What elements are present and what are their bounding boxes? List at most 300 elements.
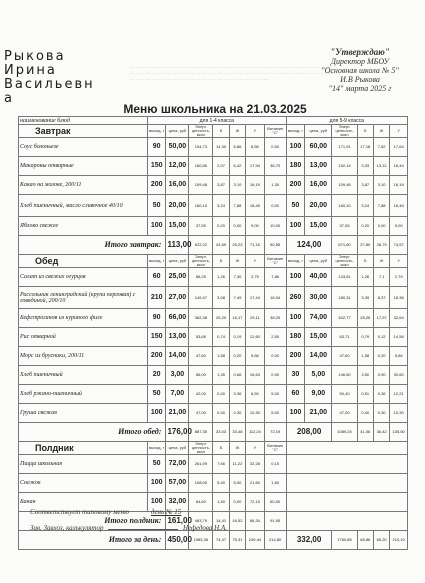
- nutrition-cell: 6,86: [229, 138, 245, 157]
- nutrition-cell: 17,94: [246, 157, 265, 176]
- dish-name: Яблоко свежее: [19, 217, 148, 236]
- grand-total-nutrition: 214,80: [264, 531, 286, 550]
- price-cell: 16,00: [166, 176, 189, 195]
- nutrition-cell: 5,40: [213, 474, 229, 493]
- nutrition-cell: 1,58: [357, 347, 373, 366]
- dish-name: Какао на молоке, 200/11: [19, 176, 148, 195]
- column-header: У: [390, 255, 408, 268]
- price-cell: 15,00: [305, 217, 332, 236]
- nutrition-cell: 18,44: [390, 157, 408, 176]
- portion-cell: 210: [147, 287, 166, 309]
- nutrition-cell: 0,20: [357, 217, 373, 236]
- nutrition-cell: 84,60: [189, 493, 213, 512]
- column-header: Ж: [373, 255, 389, 268]
- total-nutrition: 72,19: [264, 423, 286, 442]
- column-header: Энерг. ценность, ккал: [189, 255, 213, 268]
- column-header: выход, г: [286, 125, 305, 138]
- nutrition-cell: 0,19: [229, 328, 245, 347]
- nutrition-cell: 63,71: [332, 328, 357, 347]
- column-header: выход, г: [147, 255, 166, 268]
- portion-cell: 180: [286, 328, 305, 347]
- nutrition-cell: 37,55: [189, 217, 213, 236]
- price-cell: 15,00: [166, 217, 189, 236]
- portion-cell: 20: [147, 366, 166, 385]
- nutrition-cell: 7,86: [264, 268, 286, 287]
- nutrition-cell: 0,51: [357, 385, 373, 404]
- price-cell: 72,00: [166, 455, 189, 474]
- nutrition-cell: 0,00: [264, 366, 286, 385]
- column-header: Энерг. ценность, ккал: [189, 125, 213, 138]
- price-cell: 27,00: [166, 287, 189, 309]
- nutrition-cell: 0,00: [373, 217, 389, 236]
- footer-signer-role: Зав. Завхоз, калькулятор: [30, 524, 104, 532]
- nutrition-cell: 2,79: [390, 268, 408, 287]
- nutrition-cell: 3,10: [373, 176, 389, 195]
- table-row: [19, 385, 408, 404]
- column-header: цена, руб: [166, 125, 189, 138]
- portion-cell: 60: [286, 385, 305, 404]
- nutrition-cell: 7,88: [373, 195, 389, 217]
- column-header: Энерг. ценность, ккал: [332, 255, 357, 268]
- nutrition-cell: 3,87: [213, 176, 229, 195]
- total-nutrition: 33,48: [229, 423, 245, 442]
- nutrition-cell: 37,55: [332, 217, 357, 236]
- nutrition-cell: 109,48: [332, 176, 357, 195]
- column-header: Ж: [229, 255, 245, 268]
- price-cell: 40,00: [305, 268, 332, 287]
- total-nutrition: 50,55: [264, 236, 286, 255]
- nutrition-cell: 72,15: [246, 493, 265, 512]
- grand-total-price: 450,00: [166, 531, 189, 550]
- nutrition-cell: 13,12: [373, 157, 389, 176]
- portion-cell: 100: [286, 268, 305, 287]
- total-price: 113,00: [166, 236, 189, 255]
- total-label: Итого завтрак:: [19, 236, 166, 255]
- grand-total-nutrition: 74,47: [213, 531, 229, 550]
- signer-patronymic-end: а: [4, 91, 14, 106]
- total-nutrition: 1089,25: [332, 423, 357, 442]
- nutrition-cell: 2,50: [264, 328, 286, 347]
- approval-date: "14" марта 2025 г: [328, 84, 392, 93]
- price-cell: 5,00: [305, 366, 332, 385]
- nutrition-cell: 17,64: [390, 138, 408, 157]
- portion-cell: 60: [147, 268, 166, 287]
- nutrition-cell: 7,88: [229, 195, 245, 217]
- nutrition-cell: 7,62: [373, 138, 389, 157]
- nutrition-cell: 1,26: [213, 268, 229, 287]
- nutrition-cell: 1,58: [213, 347, 229, 366]
- nutrition-cell: 6,42: [229, 157, 245, 176]
- column-header: Б: [213, 125, 229, 138]
- column-header: У: [246, 125, 265, 138]
- nutrition-cell: 16,04: [264, 287, 286, 309]
- nutrition-cell: 0,00: [264, 195, 286, 217]
- dish-name: Соус болоньезе: [19, 138, 148, 157]
- total-nutrition: 887,35: [189, 423, 213, 442]
- footer-menu-compliance: [30, 508, 181, 516]
- dish-name: Рассольник ленинградский (крупа перловая) с говядиной, 200/10: [19, 287, 148, 309]
- price-cell: 20,00: [305, 195, 332, 217]
- portion-cell: 100: [286, 309, 305, 328]
- price-cell: 7,00: [166, 385, 189, 404]
- approval-name: И.В Рыкова: [340, 75, 380, 84]
- nutrition-cell: 47,60: [332, 347, 357, 366]
- column-header: цена, руб: [166, 442, 189, 455]
- empty-cell: [286, 512, 407, 531]
- nutrition-cell: 154,73: [189, 138, 213, 157]
- table-row: [19, 195, 408, 217]
- nutrition-cell: 192,14: [332, 157, 357, 176]
- column-header: выход, г: [286, 255, 305, 268]
- nutrition-cell: 47,60: [189, 347, 213, 366]
- nutrition-cell: 30,60: [390, 366, 408, 385]
- nutrition-cell: 0,74: [213, 328, 229, 347]
- total-nutrition: 71,16: [246, 236, 265, 255]
- price-cell: 13,00: [305, 157, 332, 176]
- portion-cell: 100: [286, 138, 305, 157]
- total-nutrition: 91,95: [264, 512, 286, 531]
- nutrition-cell: 108,00: [189, 474, 213, 493]
- portion-cell: 200: [147, 176, 166, 195]
- nutrition-cell: 38,29: [264, 309, 286, 328]
- signer-patronymic: Васильевн: [4, 77, 95, 92]
- nutrition-cell: 9,00: [390, 217, 408, 236]
- nutrition-cell: 29,11: [246, 309, 265, 328]
- table-row: [19, 455, 408, 474]
- nutrition-cell: 0,00: [264, 347, 286, 366]
- nutrition-cell: 10,30: [390, 404, 408, 423]
- nutrition-cell: 160,10: [332, 195, 357, 217]
- nutrition-cell: 0,40: [357, 404, 373, 423]
- price-cell: 66,00: [166, 309, 189, 328]
- nutrition-cell: 16,19: [390, 176, 408, 195]
- grade2-header: для 5-9 класса: [286, 117, 407, 125]
- price-cell: 60,00: [305, 138, 332, 157]
- nutrition-cell: 12,60: [246, 328, 265, 347]
- price-cell: 15,00: [305, 328, 332, 347]
- column-header: Ж: [373, 125, 389, 138]
- dish-name: Хлеб пшеничный, масло сливочное 40/10: [19, 195, 148, 217]
- dish-name: Рис отварной: [19, 328, 148, 347]
- total-nutrition: 74,57: [390, 236, 408, 255]
- portion-cell: 150: [147, 328, 166, 347]
- nutrition-cell: 3,87: [357, 176, 373, 195]
- nutrition-cell: 2,07: [213, 157, 229, 176]
- nutrition-cell: 3,10: [229, 176, 245, 195]
- section-header-row: [19, 125, 408, 138]
- column-header: Энерг. ценность, ккал: [189, 442, 213, 455]
- nutrition-cell: 0,40: [213, 385, 229, 404]
- nutrition-cell: 1,35: [213, 366, 229, 385]
- dish-name: Груша свежая: [19, 404, 148, 423]
- portion-cell: 100: [147, 474, 166, 493]
- grand-total-nutrition: 1760,85: [332, 531, 357, 550]
- portion-cell: 100: [147, 217, 166, 236]
- column-header: Б: [213, 442, 229, 455]
- price-cell: 25,00: [166, 268, 189, 287]
- nutrition-cell: 7,1: [373, 268, 389, 287]
- section-header-row: [19, 442, 408, 455]
- dish-name: Салат из свежих огурцов: [19, 268, 148, 287]
- section-header-row: [19, 255, 408, 268]
- portion-cell: 100: [286, 217, 305, 236]
- total-nutrition: 622,22: [189, 236, 213, 255]
- meal-column-header: наименование блюд: [19, 117, 148, 125]
- nutrition-cell: 109,48: [189, 176, 213, 195]
- total-nutrition: 33,03: [213, 423, 229, 442]
- portion-cell: 200: [147, 347, 166, 366]
- approval-block: [300, 48, 420, 93]
- nutrition-cell: 18,36: [390, 287, 408, 309]
- signer-firstname: Ирина: [4, 63, 57, 78]
- approval-title: "Утверждаю": [330, 47, 390, 57]
- empty-cell: [286, 455, 407, 474]
- nutrition-cell: 0,15: [264, 455, 286, 474]
- nutrition-cell: 18,45: [390, 195, 408, 217]
- column-header: Б: [213, 255, 229, 268]
- table-row: [19, 138, 408, 157]
- nutrition-cell: 12,21: [390, 385, 408, 404]
- nutrition-cell: 66,25: [189, 268, 213, 287]
- nutrition-cell: 0,00: [229, 493, 245, 512]
- nutrition-cell: 17,18: [357, 138, 373, 157]
- total-label: Итого обед:: [19, 423, 166, 442]
- total-row: [19, 423, 408, 442]
- section-title: Полдник: [19, 442, 148, 455]
- grand-total-nutrition: 249,44: [246, 531, 265, 550]
- nutrition-cell: 16,63: [246, 366, 265, 385]
- grand-total-row: [19, 531, 408, 550]
- grand-total-label: Итого за день:: [19, 531, 166, 550]
- nutrition-cell: 8,37: [373, 287, 389, 309]
- nutrition-cell: 1,26: [357, 268, 373, 287]
- nutrition-cell: 3,33: [357, 157, 373, 176]
- nutrition-cell: 47,00: [189, 404, 213, 423]
- portion-cell: 260: [286, 287, 305, 309]
- nutrition-cell: 0,00: [229, 217, 245, 236]
- column-header: цена, руб: [305, 125, 332, 138]
- column-header: Б: [357, 255, 373, 268]
- total-price: 124,00: [286, 236, 332, 255]
- portion-cell: 30: [286, 366, 305, 385]
- table-row: [19, 366, 408, 385]
- price-cell: 12,00: [166, 157, 189, 176]
- total-label: Итого полдник:: [19, 512, 166, 531]
- column-header: Витамин "С": [264, 255, 286, 268]
- column-header: выход, г: [147, 125, 166, 138]
- portion-cell: 50: [147, 385, 166, 404]
- footer-compliance-text: Соответствует типовому меню: [30, 508, 130, 516]
- nutrition-cell: 146,50: [332, 366, 357, 385]
- price-cell: 9,00: [305, 385, 332, 404]
- column-header: У: [390, 125, 408, 138]
- nutrition-cell: 0,50: [264, 138, 286, 157]
- price-cell: 14,00: [305, 347, 332, 366]
- dish-name: Банан: [19, 493, 148, 512]
- nutrition-cell: 53,68: [189, 328, 213, 347]
- page-title: Меню школьника на 21.03.2025: [123, 102, 307, 116]
- price-cell: 3,00: [166, 366, 189, 385]
- grand-total-price: 332,00: [286, 531, 332, 550]
- total-nutrition: 41,06: [357, 423, 373, 442]
- price-cell: 30,00: [305, 287, 332, 309]
- nutrition-cell: 9,66: [246, 347, 265, 366]
- nutrition-cell: 56,00: [189, 366, 213, 385]
- approval-school: "Основная школа № 5": [321, 66, 399, 75]
- nutrition-cell: 3,39: [357, 287, 373, 309]
- nutrition-cell: 21,60: [246, 474, 265, 493]
- grand-total-nutrition: 210,10: [390, 531, 408, 550]
- dish-name: Пицца школьная: [19, 455, 148, 474]
- menu-table: [18, 116, 408, 550]
- table-row: [19, 217, 408, 236]
- signer-surname: Рыкова: [4, 49, 66, 64]
- total-nutrition: 14,41: [213, 512, 229, 531]
- dish-name: Хлеб ржано-пшеничный: [19, 385, 148, 404]
- signature-dots: ···················································································································: [130, 66, 338, 69]
- table-row: [19, 309, 408, 328]
- nutrition-cell: 149,47: [189, 287, 213, 309]
- column-header: выход, г: [147, 442, 166, 455]
- nutrition-cell: 0,36: [373, 385, 389, 404]
- table-row: [19, 328, 408, 347]
- nutrition-cell: 7,66: [213, 455, 229, 474]
- table-row: [19, 157, 408, 176]
- nutrition-cell: 3,24: [357, 195, 373, 217]
- total-nutrition: 671,60: [332, 236, 357, 255]
- footer-day-number: день № 15: [150, 508, 182, 516]
- nutrition-cell: 6,50: [246, 385, 265, 404]
- price-cell: 32,00: [166, 493, 189, 512]
- dish-name: Хлеб пшеничный: [19, 366, 148, 385]
- table-row: [19, 474, 408, 493]
- price-cell: 16,00: [305, 176, 332, 195]
- grand-total-nutrition: 1983,36: [189, 531, 213, 550]
- portion-cell: 90: [147, 138, 166, 157]
- signer-name: [4, 50, 124, 106]
- nutrition-cell: 0,66: [229, 366, 245, 385]
- nutrition-cell: 143,61: [332, 268, 357, 287]
- nutrition-cell: 1,50: [213, 493, 229, 512]
- signature-dots: ···················································································································: [130, 72, 338, 75]
- nutrition-cell: 10,30: [246, 404, 265, 423]
- nutrition-cell: 5,00: [264, 385, 286, 404]
- price-cell: 50,00: [166, 138, 189, 157]
- total-nutrition: 16,52: [229, 512, 245, 531]
- nutrition-cell: 14,56: [390, 328, 408, 347]
- nutrition-cell: 16,19: [246, 176, 265, 195]
- nutrition-cell: 10,00: [264, 217, 286, 236]
- nutrition-cell: 17,44: [246, 287, 265, 309]
- portion-cell: 180: [286, 157, 305, 176]
- nutrition-cell: 28,25: [357, 309, 373, 328]
- nutrition-cell: 16,17: [229, 309, 245, 328]
- nutrition-cell: 50,40: [332, 385, 357, 404]
- table-row: [19, 287, 408, 309]
- total-nutrition: 36,42: [373, 423, 389, 442]
- nutrition-cell: 11,22: [229, 455, 245, 474]
- table-row: [19, 268, 408, 287]
- column-header: цена, руб: [166, 255, 189, 268]
- portion-cell: 90: [147, 309, 166, 328]
- nutrition-cell: 7,49: [229, 287, 245, 309]
- grade1-header: для 1-4 класса: [147, 117, 286, 125]
- price-cell: 13,00: [166, 328, 189, 347]
- nutrition-cell: 1,60: [264, 474, 286, 493]
- total-nutrition: 27,80: [357, 236, 373, 255]
- column-header: цена, руб: [305, 255, 332, 268]
- table-row: [19, 347, 408, 366]
- total-price: 208,00: [286, 423, 332, 442]
- nutrition-cell: 9,00: [246, 217, 265, 236]
- nutrition-cell: 160,86: [189, 157, 213, 176]
- total-nutrition: 24,69: [213, 236, 229, 255]
- empty-cell: [286, 474, 407, 493]
- portion-cell: 50: [286, 195, 305, 217]
- total-nutrition: 112,24: [246, 423, 265, 442]
- price-cell: 14,00: [166, 347, 189, 366]
- price-cell: 74,00: [305, 309, 332, 328]
- table-row: [19, 176, 408, 195]
- nutrition-cell: 3,36: [229, 385, 245, 404]
- nutrition-cell: 0,20: [229, 347, 245, 366]
- total-nutrition: 25,23: [229, 236, 245, 255]
- dish-name: Бефстроганов из куриного филе: [19, 309, 148, 328]
- column-header: Энерг. ценность, ккал: [332, 125, 357, 138]
- footer-signer: [30, 524, 227, 532]
- nutrition-cell: 8,56: [246, 138, 265, 157]
- nutrition-cell: 402,77: [332, 309, 357, 328]
- nutrition-cell: 17,97: [373, 309, 389, 328]
- total-price: 176,00: [166, 423, 189, 442]
- column-header: Витамин "С": [264, 125, 286, 138]
- portion-cell: 50: [147, 195, 166, 217]
- price-cell: 57,00: [166, 474, 189, 493]
- nutrition-cell: 0,90: [373, 366, 389, 385]
- nutrition-cell: 3,24: [213, 195, 229, 217]
- nutrition-cell: 0,20: [373, 347, 389, 366]
- portion-cell: 100: [147, 493, 166, 512]
- table-row: [19, 404, 408, 423]
- nutrition-cell: 0,79: [357, 328, 373, 347]
- nutrition-cell: 2,79: [246, 268, 265, 287]
- empty-cell: [286, 493, 407, 512]
- portion-cell: 200: [286, 347, 305, 366]
- total-nutrition: 135,50: [390, 423, 408, 442]
- nutrition-cell: 60,00: [264, 493, 286, 512]
- grand-total-nutrition: 65,20: [373, 531, 389, 550]
- dish-name: Морс из брусники, 200/11: [19, 347, 148, 366]
- nutrition-cell: 160,10: [189, 195, 213, 217]
- portion-cell: 100: [147, 404, 166, 423]
- portion-cell: 150: [147, 157, 166, 176]
- nutrition-cell: 7,30: [229, 268, 245, 287]
- price-cell: 21,00: [166, 404, 189, 423]
- nutrition-cell: 42,00: [189, 385, 213, 404]
- column-header: Витамин "С": [264, 442, 286, 455]
- grand-total-nutrition: 75,31: [229, 531, 245, 550]
- nutrition-cell: 18,45: [246, 195, 265, 217]
- nutrition-cell: 0,40: [213, 404, 229, 423]
- column-header: Ж: [229, 442, 245, 455]
- nutrition-cell: 0,30: [373, 404, 389, 423]
- nutrition-cell: 362,38: [189, 309, 213, 328]
- nutrition-cell: 171,91: [332, 138, 357, 157]
- nutrition-cell: 0,20: [213, 217, 229, 236]
- approval-position: Директор МБОУ: [330, 57, 390, 66]
- total-nutrition: 66,34: [246, 512, 265, 531]
- portion-cell: 200: [286, 176, 305, 195]
